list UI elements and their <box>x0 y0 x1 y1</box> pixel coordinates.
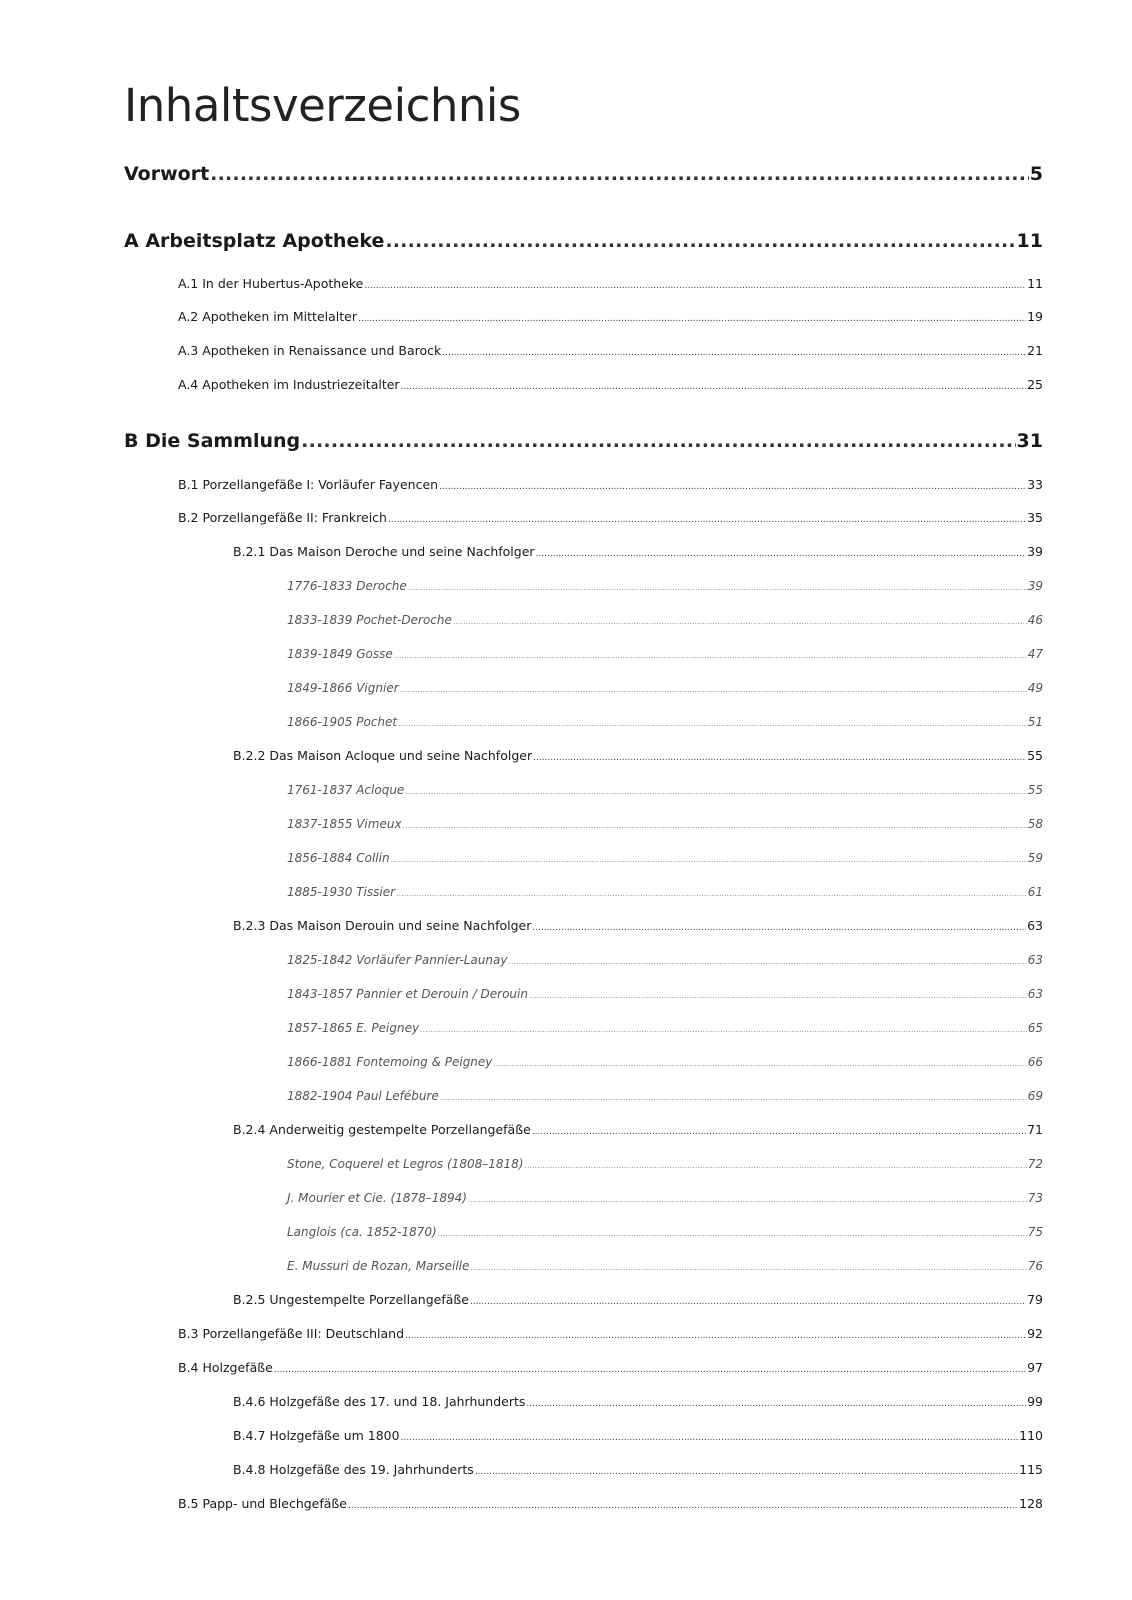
dot-leader <box>438 1225 1027 1243</box>
toc-entry-page-number: 5 <box>1029 163 1043 185</box>
toc-entry[interactable] <box>287 1019 1043 1037</box>
toc-entry-label: 1866-1905 Pochet <box>287 715 398 729</box>
toc-entry[interactable] <box>287 1189 1043 1207</box>
toc-entry[interactable] <box>287 1223 1043 1241</box>
toc-entry[interactable] <box>178 1495 1043 1513</box>
toc-entry-label: Langlois (ca. 1852-1870) <box>287 1225 437 1239</box>
toc-entry-label: B.3 Porzellangefäße III: Deutschland <box>178 1326 405 1341</box>
dot-leader <box>533 749 1026 767</box>
toc-entry-page-number: 55 <box>1027 748 1043 763</box>
toc-entry-label: Vorwort <box>124 163 210 185</box>
toc-entry[interactable] <box>178 275 1043 293</box>
toc-entry[interactable] <box>287 1087 1043 1105</box>
toc-entry-page-number: 39 <box>1027 579 1043 593</box>
toc-entry[interactable] <box>178 308 1043 326</box>
toc-entry-page-number: 35 <box>1027 510 1043 525</box>
toc-entry-page-number: 110 <box>1019 1428 1043 1443</box>
toc-entry-label: A.3 Apotheken in Renaissance und Barock <box>178 343 442 358</box>
toc-entry-page-number: 63 <box>1027 953 1043 967</box>
toc-entry-page-number: 33 <box>1027 477 1043 492</box>
toc-entry-label: 1776-1833 Deroche <box>287 579 407 593</box>
toc-entry-label: A.1 In der Hubertus-Apotheke <box>178 276 364 291</box>
toc-entry-label: 1761-1837 Acloque <box>287 783 405 797</box>
toc-entry-page-number: 46 <box>1027 613 1043 627</box>
toc-entry[interactable] <box>124 228 1043 254</box>
toc-entry[interactable] <box>233 543 1043 561</box>
toc-entry[interactable] <box>178 1359 1043 1377</box>
toc-entry-page-number: 72 <box>1027 1157 1043 1171</box>
toc-entry-label: B.2.3 Das Maison Derouin und seine Nachfolger <box>233 918 532 933</box>
toc-entry-page-number: 75 <box>1027 1225 1043 1239</box>
dot-leader <box>401 1429 1019 1447</box>
toc-entry-label: 1825-1842 Vorläufer Pannier-Launay <box>287 953 508 967</box>
toc-entry-page-number: 71 <box>1027 1122 1043 1137</box>
toc-entry[interactable] <box>287 781 1043 799</box>
dot-leader <box>470 1293 1026 1311</box>
dot-leader <box>475 1463 1018 1481</box>
toc-entry[interactable] <box>178 376 1043 394</box>
dot-leader <box>401 378 1027 396</box>
toc-entry-page-number: 11 <box>1016 230 1043 252</box>
toc-entry[interactable] <box>124 428 1043 454</box>
toc-entry-page-number: 69 <box>1027 1089 1043 1103</box>
dot-leader <box>396 885 1027 903</box>
toc-entry-page-number: 61 <box>1027 885 1043 899</box>
dot-leader <box>388 511 1026 529</box>
toc-entry-page-number: 21 <box>1027 343 1043 358</box>
page-title: Inhaltsverzeichnis <box>124 79 521 132</box>
dot-leader <box>403 817 1027 835</box>
toc-entry[interactable] <box>287 679 1043 697</box>
toc-entry-page-number: 63 <box>1027 987 1043 1001</box>
toc-entry[interactable] <box>233 1291 1043 1309</box>
dot-leader <box>508 953 1026 971</box>
toc-entry-page-number: 39 <box>1027 544 1043 559</box>
dot-leader <box>536 545 1027 563</box>
toc-entry-label: A Arbeitsplatz Apotheke <box>124 230 385 252</box>
toc-entry[interactable] <box>233 1393 1043 1411</box>
toc-entry-page-number: 73 <box>1027 1191 1043 1205</box>
toc-entry-page-number: 79 <box>1027 1292 1043 1307</box>
dot-leader <box>391 851 1027 869</box>
toc-entry-label: J. Mourier et Cie. (1878–1894) <box>287 1191 467 1205</box>
toc-entry-label: Stone, Coquerel et Legros (1808–1818) <box>287 1157 524 1171</box>
toc-entry-label: B.2.2 Das Maison Acloque und seine Nachfolger <box>233 748 533 763</box>
toc-entry[interactable] <box>233 917 1043 935</box>
toc-entry-label: B.1 Porzellangefäße I: Vorläufer Fayencen <box>178 477 439 492</box>
toc-entry-label: B.2.1 Das Maison Deroche und seine Nachfolger <box>233 544 535 559</box>
toc-entry[interactable] <box>233 747 1043 765</box>
toc-entry-label: B.2.4 Anderweitig gestempelte Porzellangefäße <box>233 1122 531 1137</box>
dot-leader <box>398 715 1027 733</box>
toc-entry-page-number: 51 <box>1027 715 1043 729</box>
toc-entry-label: A.2 Apotheken im Mittelalter <box>178 309 357 324</box>
toc-entry-label: E. Mussuri de Rozan, Marseille <box>287 1259 470 1273</box>
dot-leader <box>470 1259 1026 1277</box>
toc-entry-label: A.4 Apotheken im Industriezeitalter <box>178 377 400 392</box>
toc-entry-page-number: 99 <box>1027 1394 1043 1409</box>
toc-entry-label: 1839-1849 Gosse <box>287 647 393 661</box>
toc-entry-page-number: 128 <box>1019 1496 1043 1511</box>
dot-leader <box>301 428 1015 454</box>
toc-entry-page-number: 97 <box>1027 1360 1043 1375</box>
dot-leader <box>442 344 1026 362</box>
toc-entry[interactable] <box>287 985 1043 1003</box>
toc-entry-page-number: 31 <box>1016 430 1043 452</box>
toc-entry[interactable] <box>287 645 1043 663</box>
toc-entry-page-number: 59 <box>1027 851 1043 865</box>
toc-entry-label: 1856-1884 Collin <box>287 851 390 865</box>
dot-leader <box>468 1191 1027 1209</box>
dot-leader <box>524 1157 1026 1175</box>
toc-entry-page-number: 65 <box>1027 1021 1043 1035</box>
dot-leader <box>400 681 1027 699</box>
toc-entry-label: 1843-1857 Pannier et Derouin / Derouin <box>287 987 528 1001</box>
dot-leader <box>526 1395 1026 1413</box>
toc-entry-page-number: 25 <box>1027 377 1043 392</box>
toc-entry-page-number: 58 <box>1027 817 1043 831</box>
toc-entry-label: B.4.6 Holzgefäße des 17. und 18. Jahrhunderts <box>233 1394 526 1409</box>
toc-entry[interactable] <box>178 1325 1043 1343</box>
dot-leader <box>394 647 1027 665</box>
toc-entry-page-number: 11 <box>1027 276 1043 291</box>
toc-entry[interactable] <box>233 1121 1043 1139</box>
dot-leader <box>529 987 1027 1005</box>
toc-entry-label: B Die Sammlung <box>124 430 301 452</box>
toc-entry-page-number: 63 <box>1027 918 1043 933</box>
toc-entry-label: 1849-1866 Vignier <box>287 681 399 695</box>
dot-leader <box>532 1123 1026 1141</box>
toc-entry[interactable] <box>287 577 1043 595</box>
toc-entry-page-number: 49 <box>1027 681 1043 695</box>
toc-entry[interactable] <box>287 951 1043 969</box>
toc-entry[interactable] <box>178 476 1043 494</box>
dot-leader <box>532 919 1026 937</box>
toc-entry-label: B.5 Papp- und Blechgefäße <box>178 1496 348 1511</box>
dot-leader <box>408 579 1027 597</box>
toc-entry-label: 1885-1930 Tissier <box>287 885 396 899</box>
toc-entry-page-number: 115 <box>1019 1462 1043 1477</box>
toc-entry-label: B.4 Holzgefäße <box>178 1360 273 1375</box>
dot-leader <box>364 277 1026 295</box>
toc-entry[interactable] <box>287 611 1043 629</box>
toc-entry[interactable] <box>287 1155 1043 1173</box>
dot-leader <box>439 478 1026 496</box>
dot-leader <box>358 310 1026 328</box>
toc-entry-page-number: 19 <box>1027 309 1043 324</box>
dot-leader <box>405 1327 1026 1345</box>
dot-leader <box>405 783 1026 801</box>
toc-entry-label: B.4.8 Holzgefäße des 19. Jahrhunderts <box>233 1462 474 1477</box>
toc-entry-label: 1857-1865 E. Peigney <box>287 1021 420 1035</box>
toc-entry-label: 1882-1904 Paul Lefébure <box>287 1089 439 1103</box>
toc-entry-page-number: 47 <box>1027 647 1043 661</box>
dot-leader <box>420 1021 1027 1039</box>
toc-entry-label: 1866-1881 Fontemoing & Peigney <box>287 1055 493 1069</box>
toc-entry[interactable] <box>287 1053 1043 1071</box>
toc-entry[interactable] <box>178 509 1043 527</box>
toc-entry-label: 1837-1855 Vimeux <box>287 817 402 831</box>
toc-entry-label: 1833-1839 Pochet-Deroche <box>287 613 452 627</box>
dot-leader <box>274 1361 1026 1379</box>
dot-leader <box>385 228 1015 254</box>
toc-entry[interactable] <box>178 342 1043 360</box>
toc-entry[interactable] <box>233 1461 1043 1479</box>
toc-entry[interactable] <box>287 849 1043 867</box>
toc-entry-label: B.4.7 Holzgefäße um 1800 <box>233 1428 400 1443</box>
dot-leader <box>453 613 1027 631</box>
toc-entry[interactable] <box>233 1427 1043 1445</box>
dot-leader <box>348 1497 1018 1515</box>
dot-leader <box>210 161 1029 187</box>
toc-entry-page-number: 92 <box>1027 1326 1043 1341</box>
toc-entry-page-number: 55 <box>1027 783 1043 797</box>
dot-leader <box>440 1089 1027 1107</box>
toc-entry[interactable] <box>287 815 1043 833</box>
toc-entry-label: B.2 Porzellangefäße II: Frankreich <box>178 510 387 525</box>
toc-entry-page-number: 76 <box>1027 1259 1043 1273</box>
toc-entry[interactable] <box>287 713 1043 731</box>
dot-leader <box>493 1055 1026 1073</box>
toc-entry-label: B.2.5 Ungestempelte Porzellangefäße <box>233 1292 469 1307</box>
toc-entry[interactable] <box>287 1257 1043 1275</box>
toc-entry[interactable] <box>287 883 1043 901</box>
toc-entry-page-number: 66 <box>1027 1055 1043 1069</box>
toc-entry[interactable] <box>124 161 1043 187</box>
